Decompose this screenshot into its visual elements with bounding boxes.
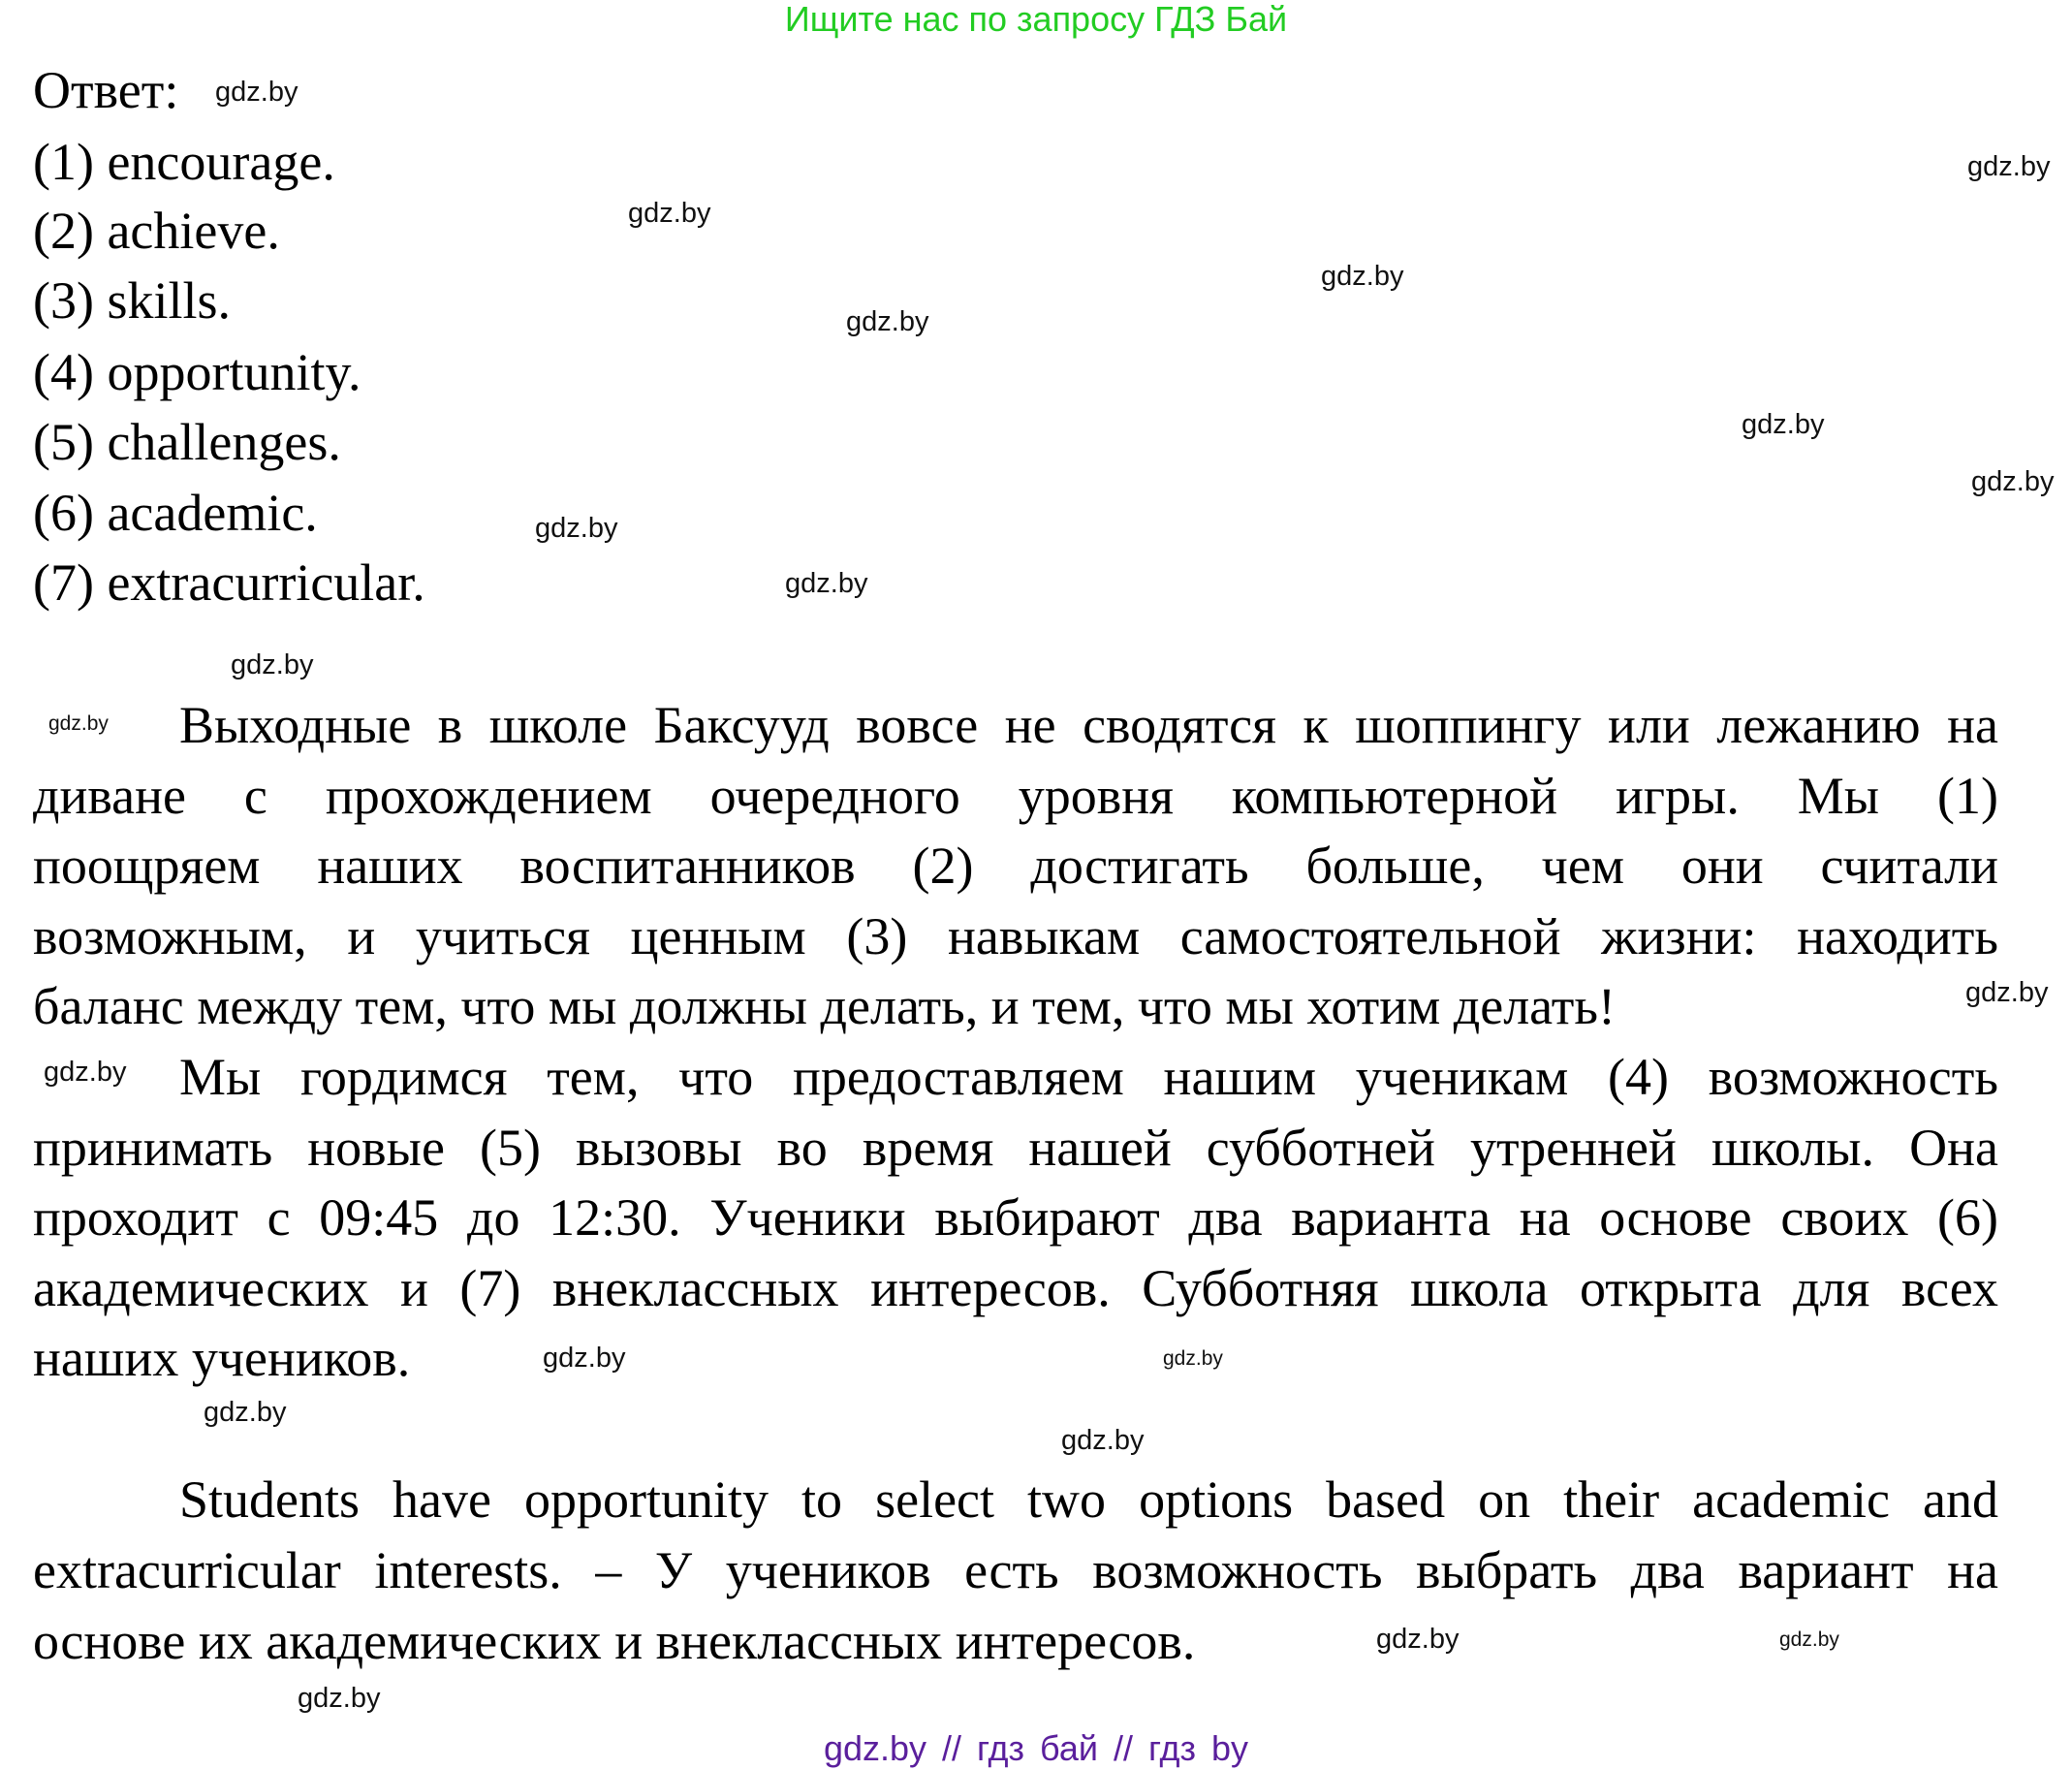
text-line: диване с прохождением очередного уровня компьютерной игры. Мы (1): [33, 767, 1998, 825]
watermark: gdz.by: [535, 513, 618, 544]
text-line: принимать новые (5) вызовы во время нашей субботней утренней школы. Она: [33, 1119, 1998, 1177]
watermark: gdz.by: [44, 1057, 127, 1088]
watermark: gdz.by: [215, 77, 298, 108]
text-line: баланс между тем, что мы должны делать, и тем, что мы хотим делать!: [33, 977, 1616, 1035]
watermark: gdz.by: [543, 1343, 626, 1374]
answer-item: (3) skills.: [33, 271, 232, 330]
watermark: gdz.by: [48, 712, 109, 735]
watermark: gdz.by: [1061, 1425, 1145, 1456]
watermark: gdz.by: [1967, 151, 2051, 182]
watermark: gdz.by: [231, 649, 314, 680]
answer-item: (1) encourage.: [33, 133, 335, 191]
watermark: gdz.by: [1971, 466, 2055, 497]
watermark: gdz.by: [1742, 409, 1825, 440]
text-line: Выходные в школе Баксууд вовсе не сводятся к шоппингу или лежанию на: [179, 696, 1998, 754]
watermark: gdz.by: [1376, 1624, 1460, 1655]
search-hint-banner: Ищите нас по запросу ГДЗ Бай: [784, 0, 1288, 39]
text-line: Students have opportunity to select two options based on their academic and: [179, 1470, 1998, 1529]
answer-item: (7) extracurricular.: [33, 553, 425, 612]
answer-item: (6) academic.: [33, 484, 318, 542]
text-line: наших учеников.: [33, 1329, 411, 1387]
watermark: gdz.by: [846, 306, 929, 337]
watermark: gdz.by: [1779, 1628, 1839, 1651]
answer-label: Ответ:: [33, 61, 179, 119]
text-line: основе их академических и внеклассных интересов.: [33, 1612, 1196, 1670]
watermark: gdz.by: [298, 1683, 381, 1714]
footer-links[interactable]: gdz.by // гдз бай // гдз by: [823, 1728, 1249, 1768]
watermark: gdz.by: [785, 568, 868, 599]
watermark: gdz.by: [1321, 261, 1404, 292]
text-line: академических и (7) внеклассных интересов. Субботняя школа открыта для всех: [33, 1259, 1998, 1317]
watermark: gdz.by: [628, 198, 711, 229]
watermark: gdz.by: [204, 1397, 287, 1428]
text-line: проходит с 09:45 до 12:30. Ученики выбирают два варианта на основе своих (6): [33, 1188, 1998, 1247]
watermark: gdz.by: [1163, 1347, 1223, 1370]
watermark: gdz.by: [1965, 977, 2049, 1008]
text-line: возможным, и учиться ценным (3) навыкам самостоятельной жизни: находить: [33, 907, 1998, 965]
answer-item: (4) opportunity.: [33, 343, 361, 401]
answer-item: (5) challenges.: [33, 413, 341, 471]
text-line: Мы гордимся тем, что предоставляем нашим ученикам (4) возможность: [179, 1048, 1998, 1106]
text-line: extracurricular interests. – У учеников есть возможность выбрать два вариант на: [33, 1541, 1998, 1599]
text-line: поощряем наших воспитанников (2) достигать больше, чем они считали: [33, 837, 1998, 895]
answer-item: (2) achieve.: [33, 202, 280, 260]
